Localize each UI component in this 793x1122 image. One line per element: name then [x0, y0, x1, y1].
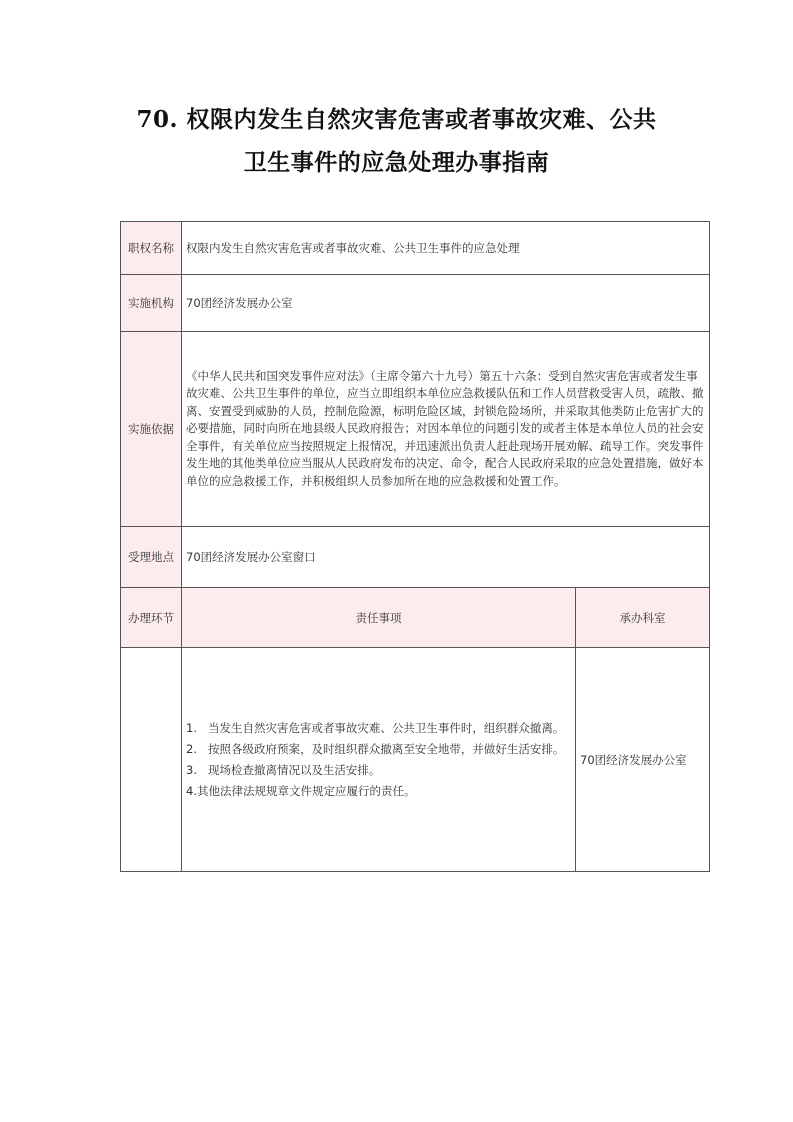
agency-label: 实施机构 — [121, 275, 182, 332]
row-agency — [121, 275, 710, 332]
row-process-body — [121, 648, 710, 872]
duty-item: 2. 按照各级政府预案，及时组织群众撤离至安全地带，并做好生活安排。 — [186, 741, 565, 756]
process-empty-cell — [121, 648, 182, 872]
process-label: 办理环节 — [121, 588, 182, 648]
location-label: 受理地点 — [121, 527, 182, 588]
basis-label: 实施依据 — [121, 332, 182, 527]
page-title-line-1: 70. 权限内发生自然灾害危害或者事故灾难、公共 — [136, 106, 657, 133]
row-power-name — [121, 222, 710, 275]
duties-cell — [182, 648, 576, 872]
row-location — [121, 527, 710, 588]
row-process-header — [121, 588, 710, 648]
duty-item: 1. 当发生自然灾害危害或者事故灾难、公共卫生事件时，组织群众撤离。 — [186, 720, 565, 735]
power-name-label: 职权名称 — [121, 222, 182, 275]
duty-item: 3. 现场检查撤离情况以及生活安排。 — [186, 762, 381, 777]
row-basis — [121, 332, 710, 527]
location-value: 70团经济发展办公室窗口 — [182, 527, 710, 588]
agency-value: 70团经济发展办公室 — [182, 275, 710, 332]
guide-table — [120, 221, 710, 872]
basis-value: 《中华人民共和国突发事件应对法》（主席令第六十九号）第五十六条：受到自然灾害危害或者发生事故灾难、公共卫生事件的单位，应当立即组织本单位应急救援队伍和工作人员营救受害人员，疏散、撤离、安置受到威胁的人员，控制危险源，标明危险区域，封锁危险场所，并采取其他类防止危害扩大的必要措施，同时向所在地县级人民政府报告；对因本单位的问题引发的或者主体是本单位人员的社会安全事件，有关单位应当按照规定上报情况，并迅速派出负责人赶赴现场开展劝解、疏导工作。突发事件发生地的其他类单位应当服从人民政府发布的决定、命令，配合人民政府采取的应急处置措施，做好本单位的应急救援工作，并积极组织人员参加所在地的应急救援和处置工作。 — [182, 332, 710, 527]
power-name-value: 权限内发生自然灾害危害或者事故灾难、公共卫生事件的应急处理 — [182, 222, 710, 275]
page-title-line-2: 卫生事件的应急处理办事指南 — [243, 149, 550, 176]
duties-column-header: 责任事项 — [182, 588, 576, 648]
dept-value: 70团经济发展办公室 — [576, 648, 710, 872]
dept-column-header: 承办科室 — [576, 588, 710, 648]
duty-item: 4.其他法律法规规章文件规定应履行的责任。 — [186, 783, 416, 798]
